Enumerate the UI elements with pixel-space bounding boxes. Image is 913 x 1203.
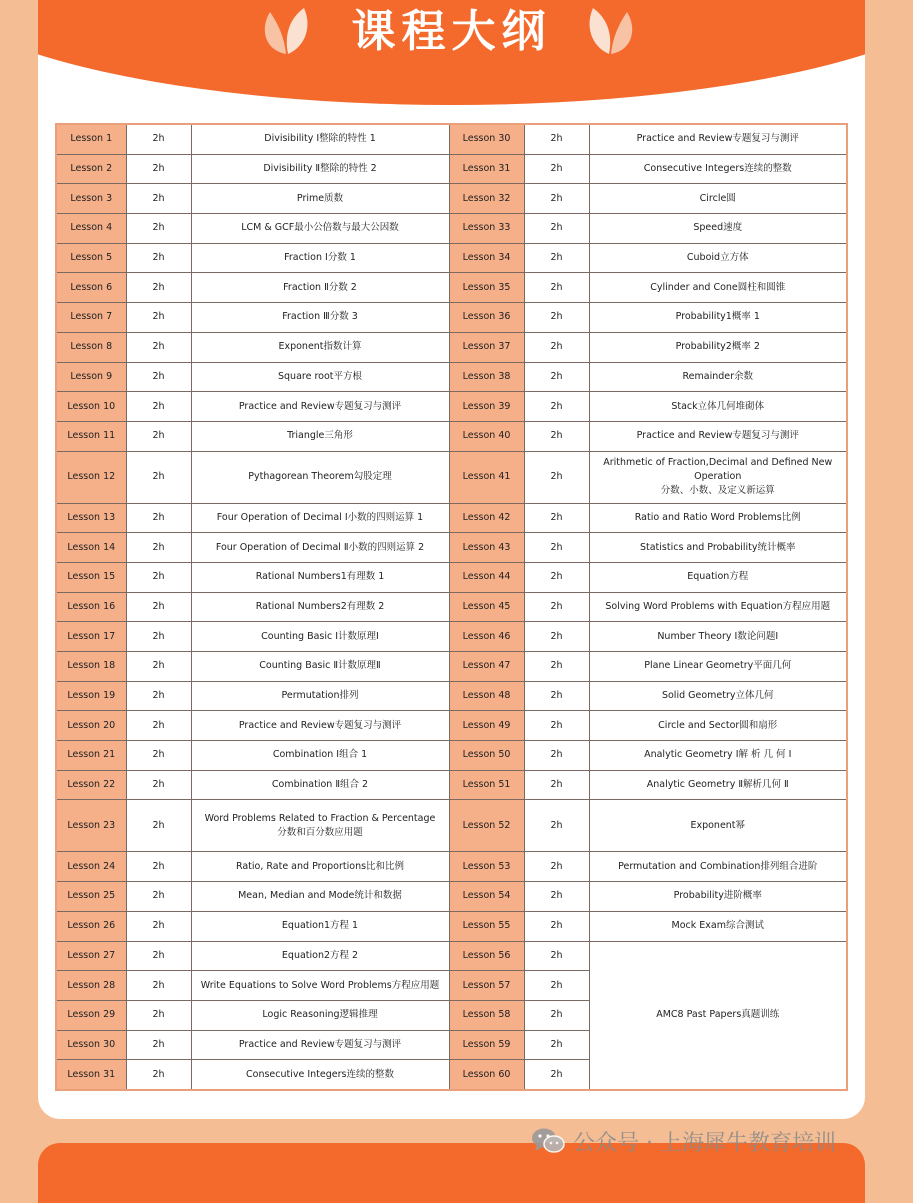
topic-cell: Divisibility Ⅰ整除的特性 1 xyxy=(191,124,449,154)
lesson-number-cell: Lesson 7 xyxy=(56,303,126,333)
topic-cell: Practice and Review专题复习与测评 xyxy=(191,1030,449,1060)
lesson-number-cell: Lesson 17 xyxy=(56,622,126,652)
hours-cell: 2h xyxy=(126,971,191,1001)
topic-cell: Logic Reasoning逻辑推理 xyxy=(191,1000,449,1030)
lesson-number-cell: Lesson 13 xyxy=(56,503,126,533)
topic-cell: Divisibility Ⅱ整除的特性 2 xyxy=(191,154,449,184)
topic-cell: Remainder余数 xyxy=(589,362,847,392)
hours-cell: 2h xyxy=(126,421,191,451)
hours-cell: 2h xyxy=(126,652,191,682)
topic-cell: Stack立体几何堆砌体 xyxy=(589,392,847,422)
lesson-number-cell: Lesson 40 xyxy=(449,421,524,451)
hours-cell: 2h xyxy=(126,154,191,184)
topic-cell: Square root平方根 xyxy=(191,362,449,392)
hours-cell: 2h xyxy=(126,1030,191,1060)
lesson-number-cell: Lesson 48 xyxy=(449,681,524,711)
hours-cell: 2h xyxy=(126,770,191,800)
hours-cell: 2h xyxy=(524,911,589,941)
topic-cell: Practice and Review专题复习与测评 xyxy=(191,711,449,741)
hours-cell: 2h xyxy=(524,392,589,422)
topic-cell: Analytic Geometry Ⅰ解 析 几 何 Ⅰ xyxy=(589,741,847,771)
hours-cell: 2h xyxy=(524,1060,589,1090)
hours-cell: 2h xyxy=(524,770,589,800)
lesson-number-cell: Lesson 15 xyxy=(56,562,126,592)
lesson-number-cell: Lesson 12 xyxy=(56,451,126,503)
topic-cell: Word Problems Related to Fraction & Percentage 分数和百分数应用题 xyxy=(191,800,449,852)
hours-cell: 2h xyxy=(126,681,191,711)
syllabus-card xyxy=(38,0,865,1119)
topic-cell: Speed速度 xyxy=(589,214,847,244)
lesson-number-cell: Lesson 60 xyxy=(449,1060,524,1090)
table-row xyxy=(56,592,847,622)
table-row xyxy=(56,451,847,503)
hours-cell: 2h xyxy=(524,681,589,711)
lesson-number-cell: Lesson 55 xyxy=(449,911,524,941)
topic-cell: Arithmetic of Fraction,Decimal and Defined New Operation 分数、小数、及定义新运算 xyxy=(589,451,847,503)
hours-cell: 2h xyxy=(126,503,191,533)
table-row xyxy=(56,562,847,592)
table-row xyxy=(56,273,847,303)
hours-cell: 2h xyxy=(126,622,191,652)
topic-cell: Solid Geometry立体几何 xyxy=(589,681,847,711)
lesson-number-cell: Lesson 46 xyxy=(449,622,524,652)
lesson-number-cell: Lesson 50 xyxy=(449,741,524,771)
topic-cell: Fraction Ⅲ分数 3 xyxy=(191,303,449,333)
table-row xyxy=(56,852,847,882)
lesson-number-cell: Lesson 26 xyxy=(56,911,126,941)
hours-cell: 2h xyxy=(126,741,191,771)
lesson-number-cell: Lesson 47 xyxy=(449,652,524,682)
lesson-number-cell: Lesson 37 xyxy=(449,332,524,362)
table-row xyxy=(56,421,847,451)
hours-cell: 2h xyxy=(126,562,191,592)
lesson-number-cell: Lesson 4 xyxy=(56,214,126,244)
lesson-number-cell: Lesson 44 xyxy=(449,562,524,592)
lesson-number-cell: Lesson 19 xyxy=(56,681,126,711)
lesson-number-cell: Lesson 30 xyxy=(56,1030,126,1060)
topic-cell: Prime质数 xyxy=(191,184,449,214)
page-title: 课程大纲 xyxy=(351,6,552,57)
hours-cell: 2h xyxy=(126,451,191,503)
hours-cell: 2h xyxy=(126,1000,191,1030)
lesson-number-cell: Lesson 21 xyxy=(56,741,126,771)
hours-cell: 2h xyxy=(126,303,191,333)
table-row xyxy=(56,243,847,273)
table-row xyxy=(56,154,847,184)
topic-cell: Probability进阶概率 xyxy=(589,882,847,912)
lesson-number-cell: Lesson 8 xyxy=(56,332,126,362)
topic-cell: Counting Basic Ⅰ计数原理Ⅰ xyxy=(191,622,449,652)
topic-cell: Consecutive Integers连续的整数 xyxy=(589,154,847,184)
topic-cell: Probability2概率 2 xyxy=(589,332,847,362)
hours-cell: 2h xyxy=(126,124,191,154)
hours-cell: 2h xyxy=(524,154,589,184)
hours-cell: 2h xyxy=(524,243,589,273)
hours-cell: 2h xyxy=(524,124,589,154)
topic-cell: Mean, Median and Mode统计和数据 xyxy=(191,882,449,912)
hours-cell: 2h xyxy=(524,421,589,451)
lesson-number-cell: Lesson 42 xyxy=(449,503,524,533)
table-row xyxy=(56,214,847,244)
hours-cell: 2h xyxy=(524,971,589,1001)
topic-cell: Ratio, Rate and Proportions比和比例 xyxy=(191,852,449,882)
topic-cell: Counting Basic Ⅱ计数原理Ⅱ xyxy=(191,652,449,682)
topic-cell: Cuboid立方体 xyxy=(589,243,847,273)
topic-cell: Triangle三角形 xyxy=(191,421,449,451)
hours-cell: 2h xyxy=(126,911,191,941)
hours-cell: 2h xyxy=(524,622,589,652)
hours-cell: 2h xyxy=(524,533,589,563)
hours-cell: 2h xyxy=(524,451,589,503)
table-row xyxy=(56,392,847,422)
table-row xyxy=(56,652,847,682)
lesson-number-cell: Lesson 31 xyxy=(449,154,524,184)
table-row xyxy=(56,362,847,392)
topic-cell: Equation2方程 2 xyxy=(191,941,449,971)
hours-cell: 2h xyxy=(524,1030,589,1060)
hours-cell: 2h xyxy=(524,652,589,682)
hours-cell: 2h xyxy=(126,941,191,971)
hours-cell: 2h xyxy=(126,1060,191,1090)
lesson-number-cell: Lesson 24 xyxy=(56,852,126,882)
lesson-number-cell: Lesson 25 xyxy=(56,882,126,912)
watermark-text: 公众号 · 上海犀牛教育培训 xyxy=(573,1130,836,1156)
table-row xyxy=(56,681,847,711)
lesson-number-cell: Lesson 58 xyxy=(449,1000,524,1030)
topic-cell: Write Equations to Solve Word Problems方程应用题 xyxy=(191,971,449,1001)
hours-cell: 2h xyxy=(126,800,191,852)
topic-cell: Practice and Review专题复习与测评 xyxy=(589,421,847,451)
table-row xyxy=(56,533,847,563)
hours-cell: 2h xyxy=(524,882,589,912)
hours-cell: 2h xyxy=(524,273,589,303)
lesson-number-cell: Lesson 23 xyxy=(56,800,126,852)
lesson-number-cell: Lesson 35 xyxy=(449,273,524,303)
topic-cell: Fraction Ⅰ分数 1 xyxy=(191,243,449,273)
table-row xyxy=(56,503,847,533)
lesson-number-cell: Lesson 41 xyxy=(449,451,524,503)
leaf-right-icon xyxy=(581,6,641,58)
lesson-number-cell: Lesson 31 xyxy=(56,1060,126,1090)
topic-cell: Combination Ⅱ组合 2 xyxy=(191,770,449,800)
hours-cell: 2h xyxy=(126,711,191,741)
syllabus-body xyxy=(56,124,847,1090)
hours-cell: 2h xyxy=(126,392,191,422)
topic-cell: Rational Numbers2有理数 2 xyxy=(191,592,449,622)
topic-cell: Number Theory Ⅰ数论问题Ⅰ xyxy=(589,622,847,652)
topic-cell: Solving Word Problems with Equation方程应用题 xyxy=(589,592,847,622)
wechat-icon xyxy=(531,1127,565,1155)
lesson-number-cell: Lesson 3 xyxy=(56,184,126,214)
lesson-number-cell: Lesson 53 xyxy=(449,852,524,882)
lesson-number-cell: Lesson 6 xyxy=(56,273,126,303)
topic-cell: AMC8 Past Papers真题训练 xyxy=(589,941,847,1090)
lesson-number-cell: Lesson 27 xyxy=(56,941,126,971)
topic-cell: Combination Ⅰ组合 1 xyxy=(191,741,449,771)
table-row xyxy=(56,741,847,771)
topic-cell: Statistics and Probability统计概率 xyxy=(589,533,847,563)
hours-cell: 2h xyxy=(524,332,589,362)
lesson-number-cell: Lesson 16 xyxy=(56,592,126,622)
topic-cell: Pythagorean Theorem勾股定理 xyxy=(191,451,449,503)
topic-cell: Permutation排列 xyxy=(191,681,449,711)
topic-cell: Ratio and Ratio Word Problems比例 xyxy=(589,503,847,533)
hours-cell: 2h xyxy=(524,711,589,741)
lesson-number-cell: Lesson 59 xyxy=(449,1030,524,1060)
topic-cell: Plane Linear Geometry平面几何 xyxy=(589,652,847,682)
lesson-number-cell: Lesson 39 xyxy=(449,392,524,422)
lesson-number-cell: Lesson 56 xyxy=(449,941,524,971)
hours-cell: 2h xyxy=(126,273,191,303)
table-row xyxy=(56,124,847,154)
hours-cell: 2h xyxy=(524,941,589,971)
lesson-number-cell: Lesson 36 xyxy=(449,303,524,333)
hours-cell: 2h xyxy=(126,852,191,882)
topic-cell: Permutation and Combination排列组合进阶 xyxy=(589,852,847,882)
lesson-number-cell: Lesson 32 xyxy=(449,184,524,214)
lesson-number-cell: Lesson 54 xyxy=(449,882,524,912)
topic-cell: Practice and Review专题复习与测评 xyxy=(191,392,449,422)
hours-cell: 2h xyxy=(524,800,589,852)
lesson-number-cell: Lesson 33 xyxy=(449,214,524,244)
lesson-number-cell: Lesson 45 xyxy=(449,592,524,622)
hours-cell: 2h xyxy=(126,214,191,244)
topic-cell: Practice and Review专题复习与测评 xyxy=(589,124,847,154)
topic-cell: Exponent幂 xyxy=(589,800,847,852)
hours-cell: 2h xyxy=(524,303,589,333)
table-row xyxy=(56,622,847,652)
syllabus-table xyxy=(55,123,848,1091)
topic-cell: Circle and Sector圆和扇形 xyxy=(589,711,847,741)
topic-cell: Exponent指数计算 xyxy=(191,332,449,362)
lesson-number-cell: Lesson 2 xyxy=(56,154,126,184)
hours-cell: 2h xyxy=(126,332,191,362)
watermark xyxy=(531,1124,836,1158)
topic-cell: Four Operation of Decimal Ⅱ小数的四则运算 2 xyxy=(191,533,449,563)
table-row xyxy=(56,184,847,214)
lesson-number-cell: Lesson 5 xyxy=(56,243,126,273)
lesson-number-cell: Lesson 49 xyxy=(449,711,524,741)
lesson-number-cell: Lesson 57 xyxy=(449,971,524,1001)
topic-cell: Analytic Geometry Ⅱ解析几何 Ⅱ xyxy=(589,770,847,800)
table-row xyxy=(56,770,847,800)
lesson-number-cell: Lesson 22 xyxy=(56,770,126,800)
lesson-number-cell: Lesson 34 xyxy=(449,243,524,273)
lesson-number-cell: Lesson 38 xyxy=(449,362,524,392)
table-row xyxy=(56,941,847,971)
hours-cell: 2h xyxy=(524,852,589,882)
hours-cell: 2h xyxy=(524,214,589,244)
lesson-number-cell: Lesson 28 xyxy=(56,971,126,1001)
hours-cell: 2h xyxy=(524,184,589,214)
lesson-number-cell: Lesson 43 xyxy=(449,533,524,563)
hours-cell: 2h xyxy=(524,503,589,533)
lesson-number-cell: Lesson 1 xyxy=(56,124,126,154)
topic-cell: Fraction Ⅱ分数 2 xyxy=(191,273,449,303)
table-row xyxy=(56,711,847,741)
topic-cell: Mock Exam综合测试 xyxy=(589,911,847,941)
lesson-number-cell: Lesson 29 xyxy=(56,1000,126,1030)
lesson-number-cell: Lesson 51 xyxy=(449,770,524,800)
table-row xyxy=(56,303,847,333)
topic-cell: Equation方程 xyxy=(589,562,847,592)
table-row xyxy=(56,882,847,912)
hours-cell: 2h xyxy=(524,592,589,622)
table-row xyxy=(56,800,847,852)
hours-cell: 2h xyxy=(524,1000,589,1030)
topic-cell: Cylinder and Cone圆柱和圆锥 xyxy=(589,273,847,303)
topic-cell: Rational Numbers1有理数 1 xyxy=(191,562,449,592)
hours-cell: 2h xyxy=(126,592,191,622)
hours-cell: 2h xyxy=(126,882,191,912)
lesson-number-cell: Lesson 20 xyxy=(56,711,126,741)
topic-cell: LCM & GCF最小公倍数与最大公因数 xyxy=(191,214,449,244)
lesson-number-cell: Lesson 18 xyxy=(56,652,126,682)
lesson-number-cell: Lesson 10 xyxy=(56,392,126,422)
hours-cell: 2h xyxy=(524,562,589,592)
topic-cell: Consecutive Integers连续的整数 xyxy=(191,1060,449,1090)
hours-cell: 2h xyxy=(126,243,191,273)
lesson-number-cell: Lesson 9 xyxy=(56,362,126,392)
hours-cell: 2h xyxy=(126,533,191,563)
topic-cell: Four Operation of Decimal Ⅰ小数的四则运算 1 xyxy=(191,503,449,533)
topic-cell: Equation1方程 1 xyxy=(191,911,449,941)
hours-cell: 2h xyxy=(126,362,191,392)
lesson-number-cell: Lesson 52 xyxy=(449,800,524,852)
lesson-number-cell: Lesson 30 xyxy=(449,124,524,154)
lesson-number-cell: Lesson 11 xyxy=(56,421,126,451)
lesson-number-cell: Lesson 14 xyxy=(56,533,126,563)
table-row xyxy=(56,911,847,941)
table-row xyxy=(56,332,847,362)
topic-cell: Circle圆 xyxy=(589,184,847,214)
hours-cell: 2h xyxy=(524,362,589,392)
hours-cell: 2h xyxy=(126,184,191,214)
topic-cell: Probability1概率 1 xyxy=(589,303,847,333)
hours-cell: 2h xyxy=(524,741,589,771)
